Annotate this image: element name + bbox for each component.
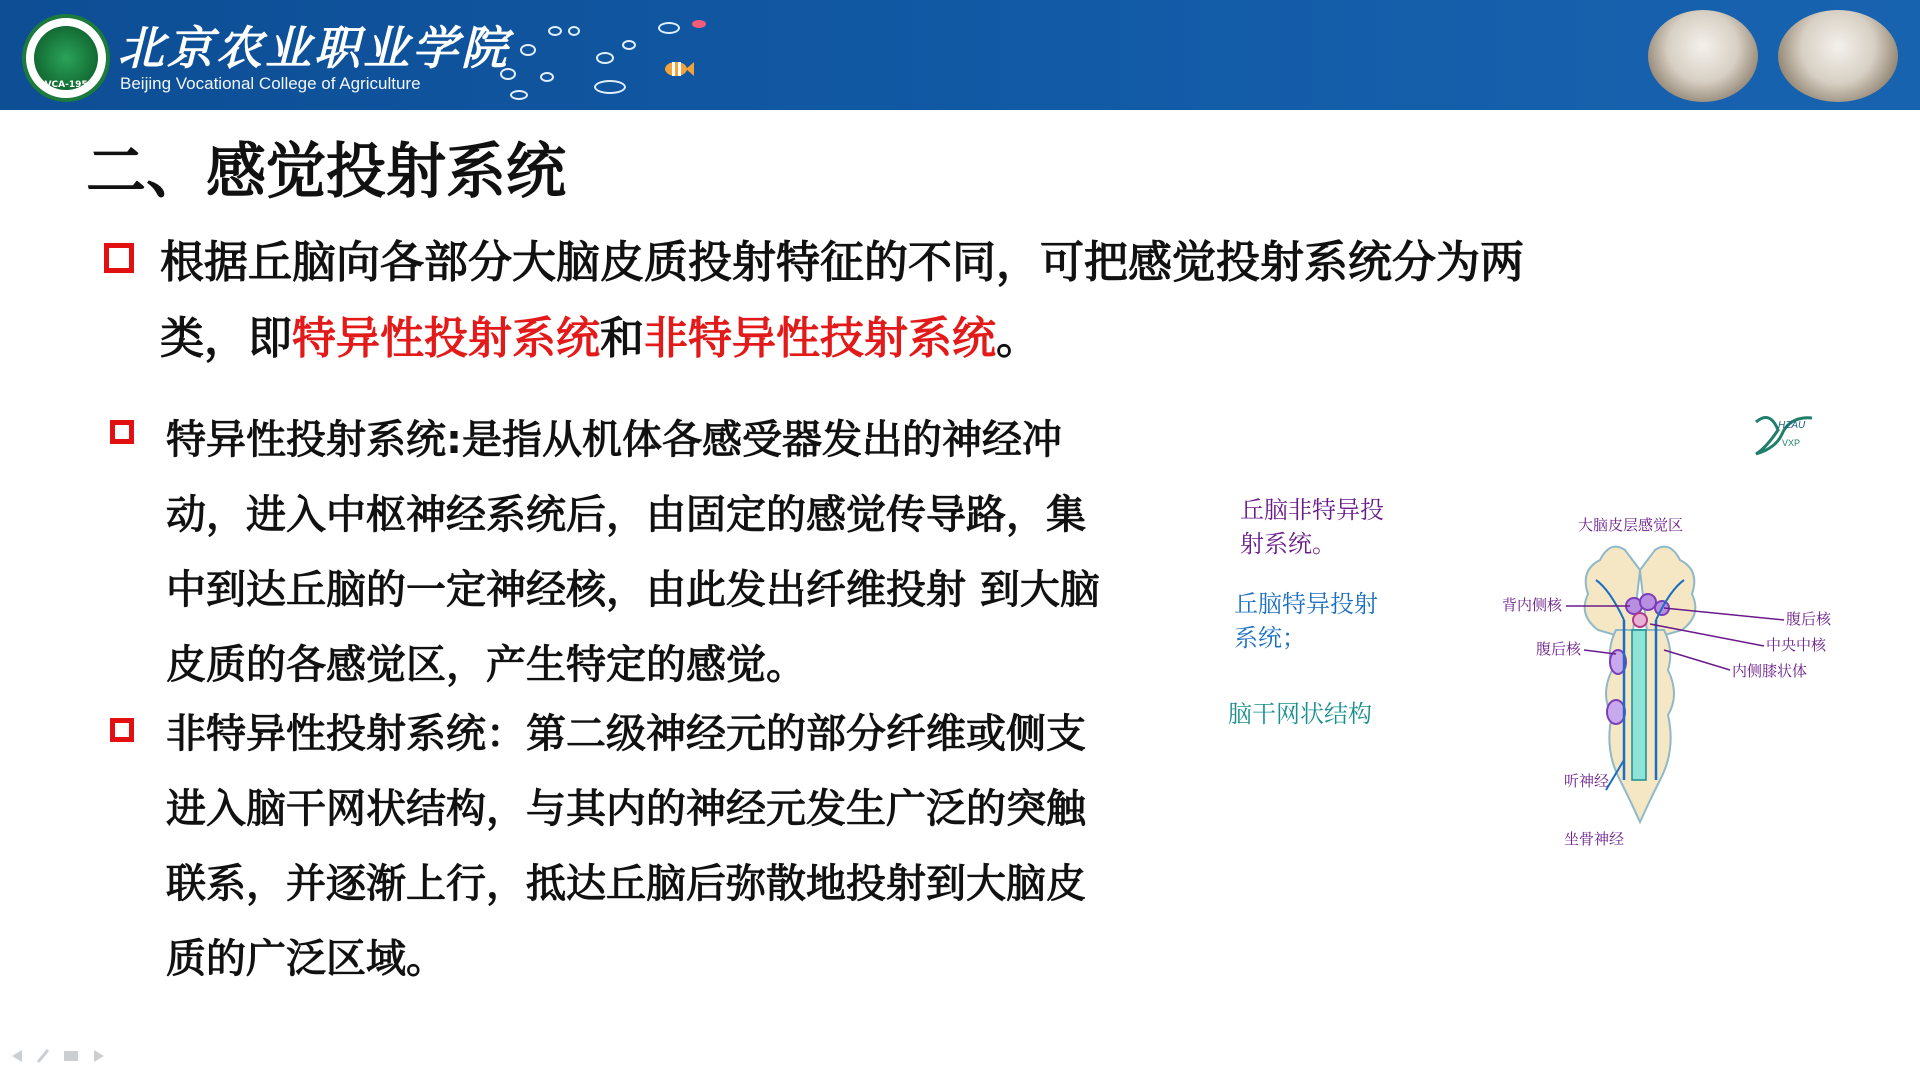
leader-line — [1664, 650, 1730, 670]
sensory-projection-diagram — [1220, 490, 1860, 890]
label-ventral-posterior-right: 腹后核 — [1786, 610, 1832, 628]
header-banner — [0, 0, 1920, 110]
hzau-sub-text: VXP — [1782, 438, 1801, 448]
fish-icon — [664, 60, 694, 78]
label-dorsomedial: 背内侧核 — [1502, 596, 1563, 614]
menu-icon[interactable] — [64, 1051, 78, 1061]
term-nonspecific: 非特异性技射系统 — [644, 313, 996, 364]
label-auditory: 听神经 — [1564, 772, 1610, 790]
label-cortex: 大脑皮层感觉区 — [1578, 516, 1684, 534]
college-name-en: Beijing Vocational College of Agriculture — [120, 74, 421, 93]
label-nonspecific-line2: 射系统。 — [1240, 530, 1336, 558]
bubble-icon — [568, 26, 580, 36]
specific-projection-text: 特异性投射系统:是指从机体各感受器发出的神经冲动，进入中枢神经系统后，由固定的感觉传导路，集中到达丘脑的一定神经核，由此发出纤维投射 到大脑皮质的各感觉区，产生特定的感觉。 — [166, 417, 1100, 688]
bubble-icon — [548, 26, 562, 36]
bubble-icon — [622, 40, 636, 50]
label-mgb: 内侧膝状体 — [1732, 662, 1808, 680]
bullet-square-icon — [110, 420, 134, 444]
pen-icon[interactable] — [38, 1050, 48, 1062]
hzau-mark-text: HZAU — [1778, 420, 1806, 431]
next-arrow-icon[interactable] — [94, 1050, 104, 1062]
label-centromedian: 中央中核 — [1766, 636, 1827, 654]
reticular-column — [1632, 630, 1646, 780]
term-specific: 特异性投射系统 — [292, 313, 600, 364]
nucleus-dot — [1640, 594, 1656, 610]
label-specific-line1: 丘脑特异投射 — [1234, 590, 1378, 618]
logo-year: BVCA-1958 — [38, 80, 94, 90]
intro-paragraph — [160, 225, 1580, 377]
bubble-icon — [500, 68, 516, 80]
label-nonspecific-line1: 丘脑非特异投 — [1240, 496, 1384, 524]
label-reticular: 脑干网状结构 — [1228, 700, 1372, 728]
college-name-cn: 北京农业职业学院 — [118, 21, 510, 75]
intro-end: 。 — [996, 313, 1040, 364]
left-hemisphere — [1585, 547, 1640, 640]
nonspecific-projection-text: 非特异性投射系统：第二级神经元的部分纤维或侧支进入脑干网状结构，与其内的神经元发生广泛的突触联系，并逐渐上行，抵达丘脑后弥散地投射到大脑皮质的广泛区域。 — [166, 711, 1086, 982]
bubble-icon — [510, 90, 528, 100]
college-logo — [22, 14, 110, 102]
nucleus-ellipse — [1607, 700, 1625, 724]
bullet-square-icon — [110, 718, 134, 742]
bubble-icon — [658, 22, 680, 34]
intro-conj: 和 — [600, 313, 644, 364]
bubble-icon — [540, 72, 554, 82]
bubble-icon — [594, 80, 626, 94]
bullet-square-icon — [104, 243, 134, 273]
cat-photo — [1778, 10, 1898, 102]
nucleus-dot — [1633, 613, 1647, 627]
slide-navigation[interactable] — [8, 1046, 128, 1066]
label-specific-line2: 系统； — [1234, 624, 1306, 652]
slide-title: 二、感觉投射系统 — [86, 137, 566, 207]
intro-text: 根据丘脑向各部分大脑皮质投射特征的不同，可把感觉投射系统分为两类，即 — [160, 237, 1524, 364]
bubble-icon — [596, 52, 614, 64]
dog-photo — [1648, 10, 1758, 102]
hzau-logo-icon — [1752, 408, 1816, 458]
bubble-icon — [520, 44, 536, 56]
label-ventral-posterior-left: 腹后核 — [1536, 640, 1582, 658]
prev-arrow-icon[interactable] — [12, 1050, 22, 1062]
fish-icon — [692, 20, 706, 28]
label-sciatic: 坐骨神经 — [1564, 830, 1625, 848]
